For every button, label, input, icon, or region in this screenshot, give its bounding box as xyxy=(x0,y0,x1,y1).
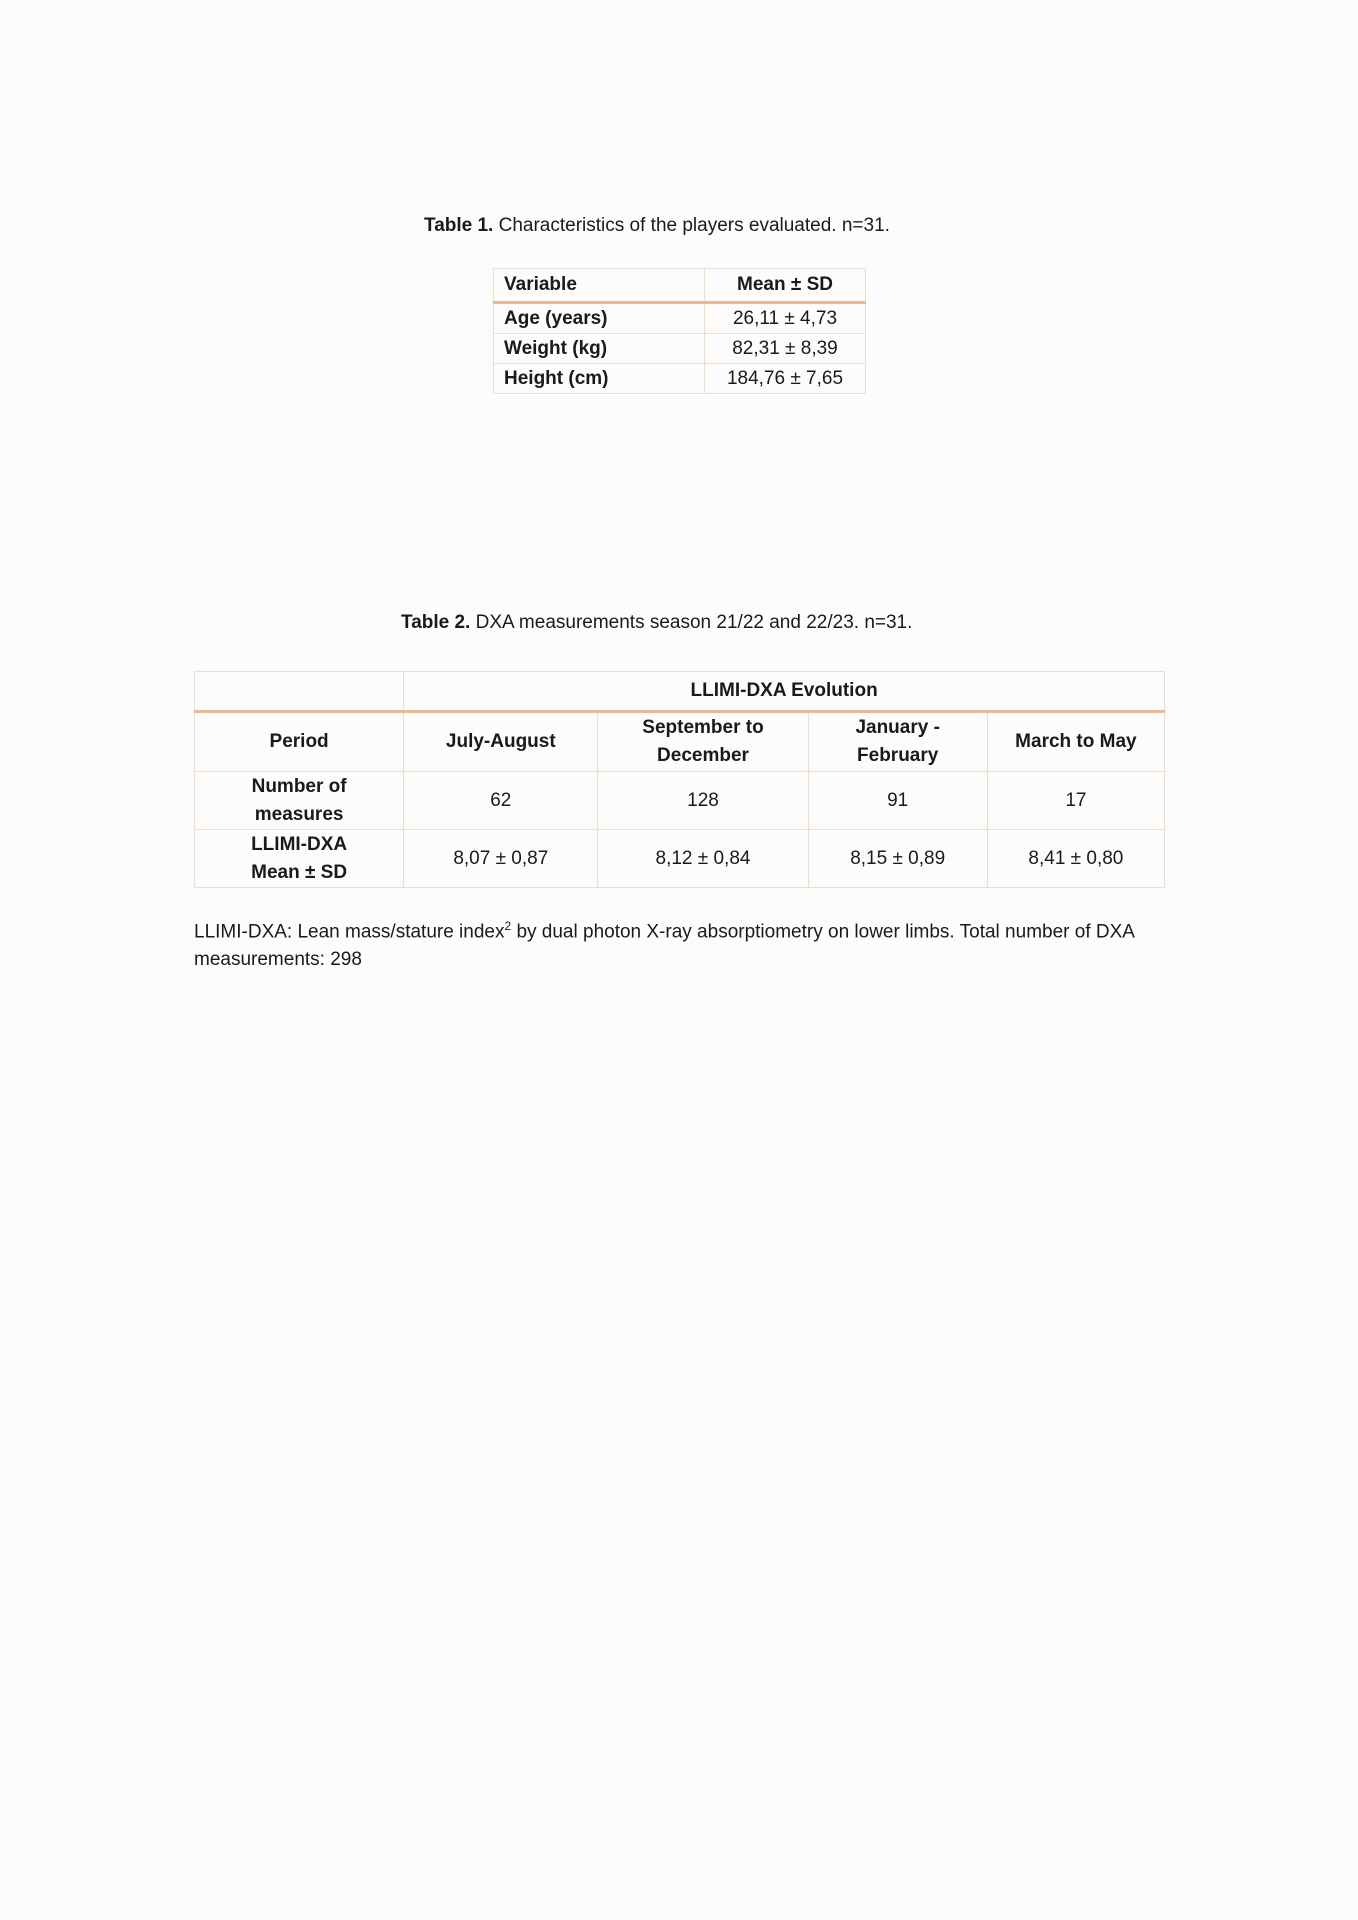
table-row xyxy=(494,334,866,364)
table1-cell: 26,11 ± 4,73 xyxy=(705,303,866,334)
table2-row-label xyxy=(195,830,404,888)
table2-cell: 91 xyxy=(808,772,987,830)
period-line: January - xyxy=(855,717,940,738)
table-row xyxy=(195,830,1165,888)
table2-group-header-row xyxy=(195,672,1165,712)
table2-empty-cell xyxy=(195,672,404,712)
table2-cell: 62 xyxy=(404,772,598,830)
footnote-superscript: 2 xyxy=(504,919,512,933)
table2 xyxy=(194,671,1165,888)
table1-header-variable: Variable xyxy=(494,269,705,303)
period-line: February xyxy=(857,745,939,766)
period-line: July-August xyxy=(445,731,556,752)
table2-caption-text: DXA measurements season 21/22 and 22/23. n=31. xyxy=(470,612,913,633)
table1-cell: Height (cm) xyxy=(494,364,705,394)
table-row xyxy=(494,303,866,334)
table-row xyxy=(195,772,1165,830)
table1-header-mean: Mean ± SD xyxy=(705,269,866,303)
table2-cell: 8,12 ± 0,84 xyxy=(598,830,808,888)
table2-group-header: LLIMI-DXA Evolution xyxy=(404,672,1165,712)
table1-cell: 184,76 ± 7,65 xyxy=(705,364,866,394)
table2-caption xyxy=(401,612,912,634)
table1-caption-label: Table 1. xyxy=(424,215,494,236)
table2-period-cell xyxy=(404,712,598,772)
label-line: LLIMI-DXA xyxy=(251,833,348,855)
label-line: Number of xyxy=(251,775,347,797)
table2-caption-label: Table 2. xyxy=(401,612,471,633)
table2-period-cell xyxy=(598,712,808,772)
table2-period-cell xyxy=(808,712,987,772)
table1-header-row xyxy=(494,269,866,303)
footnote-text-before: LLIMI-DXA: Lean mass/stature index xyxy=(194,921,505,943)
table1-cell: Weight (kg) xyxy=(494,334,705,364)
table2-cell: 128 xyxy=(598,772,808,830)
table2-cell: 17 xyxy=(987,772,1164,830)
table1-cell: Age (years) xyxy=(494,303,705,334)
label-line: Mean ± SD xyxy=(251,861,348,883)
table2-period-label: Period xyxy=(195,712,404,772)
label-line: measures xyxy=(254,803,344,825)
table2-cell: 8,07 ± 0,87 xyxy=(404,830,598,888)
period-line: March to May xyxy=(1015,731,1137,752)
table1-caption-text: Characteristics of the players evaluated. n=31. xyxy=(493,215,890,236)
table1-caption xyxy=(424,215,890,237)
table2-footnote xyxy=(194,912,1174,974)
table1-cell: 82,31 ± 8,39 xyxy=(705,334,866,364)
table2-cell: 8,41 ± 0,80 xyxy=(987,830,1164,888)
table2-period-row xyxy=(195,712,1165,772)
table2-row-label xyxy=(195,772,404,830)
table2-period-cell xyxy=(987,712,1164,772)
table1 xyxy=(493,268,866,394)
table2-cell: 8,15 ± 0,89 xyxy=(808,830,987,888)
footnote-text-after: by dual photon X-ray absorptiometry on lower limbs. Total number of DXA measurements: 298 xyxy=(194,921,1134,971)
period-line: September to xyxy=(642,717,764,738)
period-line: December xyxy=(657,745,749,766)
table-row xyxy=(494,364,866,394)
